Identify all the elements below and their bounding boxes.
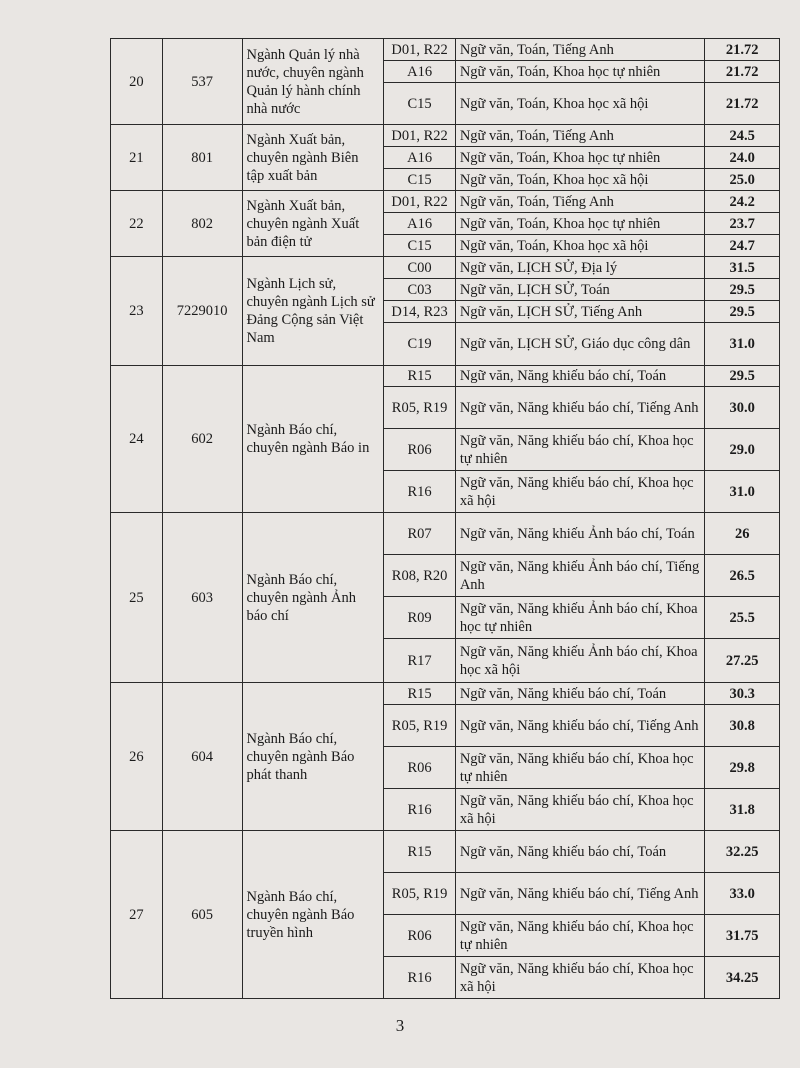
subject-combo-cell: R05, R19: [384, 705, 455, 747]
score-cell: 21.72: [705, 61, 780, 83]
score-cell: 31.0: [705, 471, 780, 513]
subjects-cell: Ngữ văn, LỊCH SỬ, Địa lý: [455, 257, 705, 279]
major-name-cell: Ngành Xuất bản, chuyên ngành Xuất bản điện tử: [242, 191, 384, 257]
subjects-cell: Ngữ văn, Năng khiếu Ảnh báo chí, Tiếng Anh: [455, 555, 705, 597]
page-number: 3: [395, 1016, 405, 1035]
row-number-cell: 25: [111, 513, 163, 683]
score-cell: 30.3: [705, 683, 780, 705]
subject-combo-cell: C00: [384, 257, 455, 279]
subjects-cell: Ngữ văn, Toán, Khoa học xã hội: [455, 235, 705, 257]
subject-combo-cell: A16: [384, 61, 455, 83]
subjects-cell: Ngữ văn, Năng khiếu Ảnh báo chí, Toán: [455, 513, 705, 555]
score-cell: 23.7: [705, 213, 780, 235]
subjects-cell: Ngữ văn, Năng khiếu báo chí, Tiếng Anh: [455, 873, 705, 915]
major-name-cell: Ngành Báo chí, chuyên ngành Báo truyền hình: [242, 831, 384, 999]
major-code-cell: 801: [162, 125, 242, 191]
subjects-cell: Ngữ văn, LỊCH SỬ, Giáo dục công dân: [455, 323, 705, 366]
subject-combo-cell: D01, R22: [384, 39, 455, 61]
subjects-cell: Ngữ văn, Năng khiếu Ảnh báo chí, Khoa học tự nhiên: [455, 597, 705, 639]
admission-scores-table: [110, 38, 780, 999]
subject-combo-cell: R08, R20: [384, 555, 455, 597]
subjects-cell: Ngữ văn, Năng khiếu báo chí, Toán: [455, 683, 705, 705]
table-row: [111, 683, 780, 705]
subject-combo-cell: D14, R23: [384, 301, 455, 323]
subject-combo-cell: R16: [384, 789, 455, 831]
score-cell: 29.5: [705, 366, 780, 387]
subjects-cell: Ngữ văn, Năng khiếu báo chí, Tiếng Anh: [455, 705, 705, 747]
table-row: [111, 125, 780, 147]
score-cell: 25.0: [705, 169, 780, 191]
score-cell: 33.0: [705, 873, 780, 915]
table-row: [111, 257, 780, 279]
subject-combo-cell: R16: [384, 957, 455, 999]
score-cell: 24.0: [705, 147, 780, 169]
subjects-cell: Ngữ văn, Năng khiếu báo chí, Khoa học xã hội: [455, 789, 705, 831]
subjects-cell: Ngữ văn, LỊCH SỬ, Tiếng Anh: [455, 301, 705, 323]
table-row: [111, 191, 780, 213]
score-cell: 29.5: [705, 279, 780, 301]
subjects-cell: Ngữ văn, Năng khiếu báo chí, Khoa học xã hội: [455, 957, 705, 999]
major-code-cell: 605: [162, 831, 242, 999]
major-code-cell: 604: [162, 683, 242, 831]
table-row: [111, 39, 780, 61]
score-cell: 32.25: [705, 831, 780, 873]
score-cell: 21.72: [705, 83, 780, 125]
subjects-cell: Ngữ văn, Toán, Tiếng Anh: [455, 125, 705, 147]
subjects-cell: Ngữ văn, Toán, Tiếng Anh: [455, 39, 705, 61]
subject-combo-cell: R05, R19: [384, 873, 455, 915]
score-cell: 27.25: [705, 639, 780, 683]
score-cell: 21.72: [705, 39, 780, 61]
score-cell: 31.75: [705, 915, 780, 957]
major-code-cell: 603: [162, 513, 242, 683]
subject-combo-cell: R07: [384, 513, 455, 555]
row-number-cell: 22: [111, 191, 163, 257]
row-number-cell: 26: [111, 683, 163, 831]
major-name-cell: Ngành Quản lý nhà nước, chuyên ngành Quản lý hành chính nhà nước: [242, 39, 384, 125]
major-code-cell: 537: [162, 39, 242, 125]
subjects-cell: Ngữ văn, Toán, Tiếng Anh: [455, 191, 705, 213]
subject-combo-cell: R05, R19: [384, 387, 455, 429]
score-cell: 29.8: [705, 747, 780, 789]
row-number-cell: 20: [111, 39, 163, 125]
subject-combo-cell: R15: [384, 683, 455, 705]
subject-combo-cell: C15: [384, 169, 455, 191]
subjects-cell: Ngữ văn, Năng khiếu báo chí, Khoa học tự nhiên: [455, 429, 705, 471]
subject-combo-cell: R15: [384, 366, 455, 387]
subjects-cell: Ngữ văn, Toán, Khoa học tự nhiên: [455, 147, 705, 169]
major-name-cell: Ngành Báo chí, chuyên ngành Báo phát thanh: [242, 683, 384, 831]
subject-combo-cell: A16: [384, 213, 455, 235]
subjects-cell: Ngữ văn, Toán, Khoa học xã hội: [455, 83, 705, 125]
major-code-cell: 802: [162, 191, 242, 257]
table-body: [111, 39, 780, 999]
table-row: [111, 513, 780, 555]
score-cell: 29.5: [705, 301, 780, 323]
subjects-cell: Ngữ văn, Năng khiếu báo chí, Khoa học tự nhiên: [455, 915, 705, 957]
score-cell: 24.7: [705, 235, 780, 257]
subjects-cell: Ngữ văn, Năng khiếu báo chí, Toán: [455, 831, 705, 873]
subject-combo-cell: R06: [384, 429, 455, 471]
score-cell: 26.5: [705, 555, 780, 597]
score-cell: 26: [705, 513, 780, 555]
subject-combo-cell: C19: [384, 323, 455, 366]
major-name-cell: Ngành Báo chí, chuyên ngành Báo in: [242, 366, 384, 513]
subject-combo-cell: R06: [384, 747, 455, 789]
subject-combo-cell: C03: [384, 279, 455, 301]
table-row: [111, 831, 780, 873]
row-number-cell: 21: [111, 125, 163, 191]
subject-combo-cell: R15: [384, 831, 455, 873]
subjects-cell: Ngữ văn, LỊCH SỬ, Toán: [455, 279, 705, 301]
major-code-cell: 602: [162, 366, 242, 513]
subject-combo-cell: A16: [384, 147, 455, 169]
row-number-cell: 24: [111, 366, 163, 513]
subjects-cell: Ngữ văn, Toán, Khoa học tự nhiên: [455, 61, 705, 83]
score-cell: 30.8: [705, 705, 780, 747]
subject-combo-cell: R16: [384, 471, 455, 513]
subject-combo-cell: D01, R22: [384, 191, 455, 213]
score-cell: 31.0: [705, 323, 780, 366]
subjects-cell: Ngữ văn, Năng khiếu báo chí, Khoa học xã hội: [455, 471, 705, 513]
major-name-cell: Ngành Báo chí, chuyên ngành Ảnh báo chí: [242, 513, 384, 683]
subject-combo-cell: D01, R22: [384, 125, 455, 147]
score-cell: 31.8: [705, 789, 780, 831]
subject-combo-cell: R17: [384, 639, 455, 683]
major-name-cell: Ngành Lịch sử, chuyên ngành Lịch sử Đảng Cộng sản Việt Nam: [242, 257, 384, 366]
score-cell: 30.0: [705, 387, 780, 429]
score-cell: 34.25: [705, 957, 780, 999]
subjects-cell: Ngữ văn, Toán, Khoa học xã hội: [455, 169, 705, 191]
score-cell: 25.5: [705, 597, 780, 639]
subjects-cell: Ngữ văn, Năng khiếu báo chí, Khoa học tự nhiên: [455, 747, 705, 789]
table-row: [111, 366, 780, 387]
subjects-cell: Ngữ văn, Năng khiếu báo chí, Toán: [455, 366, 705, 387]
score-cell: 29.0: [705, 429, 780, 471]
score-cell: 24.2: [705, 191, 780, 213]
major-code-cell: 7229010: [162, 257, 242, 366]
row-number-cell: 27: [111, 831, 163, 999]
row-number-cell: 23: [111, 257, 163, 366]
subjects-cell: Ngữ văn, Toán, Khoa học tự nhiên: [455, 213, 705, 235]
subjects-cell: Ngữ văn, Năng khiếu báo chí, Tiếng Anh: [455, 387, 705, 429]
major-name-cell: Ngành Xuất bản, chuyên ngành Biên tập xuất bản: [242, 125, 384, 191]
subject-combo-cell: C15: [384, 83, 455, 125]
subjects-cell: Ngữ văn, Năng khiếu Ảnh báo chí, Khoa học xã hội: [455, 639, 705, 683]
score-cell: 24.5: [705, 125, 780, 147]
score-cell: 31.5: [705, 257, 780, 279]
subject-combo-cell: R09: [384, 597, 455, 639]
subject-combo-cell: R06: [384, 915, 455, 957]
subject-combo-cell: C15: [384, 235, 455, 257]
